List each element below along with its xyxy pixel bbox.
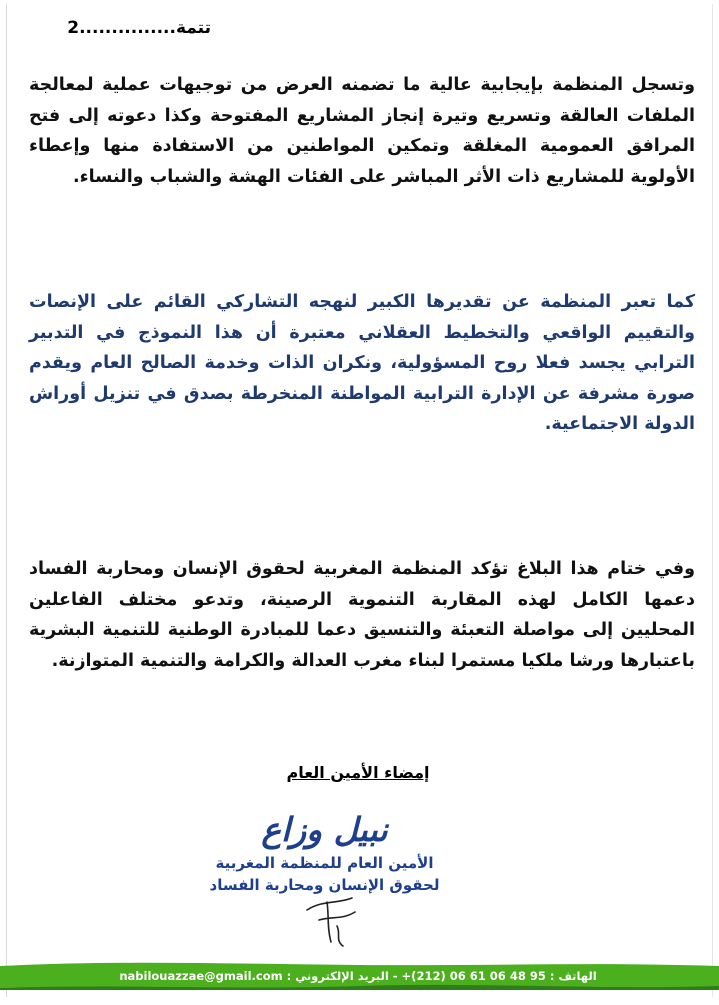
paragraph-conclusion: وفي ختام هذا البلاغ تؤكد المنظمة المغربية لحقوق الإنسان ومحاربة الفساد دعمها الكامل لهذه المقاربة التنموية الرصينة، وتدعو مختلف الفاعلين المحليين إلى مواصلة التعبئة والتنسيق دعما للمبادرة الوطنية للتنمية البشرية باعتبارها ورشا ملكيا مستمرا لبناء مغرب العدالة والكرامة والتنمية المتوازنة. xyxy=(29,559,695,671)
paragraph-achievements: وتسجل المنظمة بإيجابية عالية ما تضمنه العرض من توجيهات عملية لمعالجة الملفات العالقة وتسريع وتيرة إنجاز المشاريع المفتوحة وكذا دعوته إلى فتح المرافق العمومية المغلقة وتمكين المواطنين من الاستفادة منها وإعطاء الأولوية للمشاريع ذات الأثر المباشر على الفئات الهشة والشباب والنساء. xyxy=(29,75,695,187)
signature-name: نبيل وزاع xyxy=(261,810,388,849)
continuation-header: تتمة...............2 xyxy=(67,18,211,38)
signature-role-line2: لحقوق الإنسان ومحاربة الفساد xyxy=(209,876,440,894)
signature-title: إمضاء الأمين العام xyxy=(286,763,430,782)
handwritten-signature-icon xyxy=(297,890,367,950)
paragraph-appreciation: كما تعبر المنظمة عن تقديرها الكبير لنهجه التشاركي القائم على الإنصات والتقييم الواقعي والتخطيط العقلاني معتبرة أن هذا النموذج في التدبير الترابي يجسد فعلا روح المسؤولية، ونكران الذات وخدمة الصالح العام ويقدم صورة مشرفة عن الإدارة الترابية المواطنة المنخرطة بصدق في تنزيل أوراش الدولة الاجتماعية. xyxy=(29,292,695,434)
document-page xyxy=(6,4,713,997)
signature-stamp xyxy=(127,794,522,964)
signature-role-line1: الأمين العام للمنظمة المغربية xyxy=(215,854,434,872)
footer-contact-bar xyxy=(0,960,719,990)
footer-contact-text: الهاتف : 95 48 06 61 06 (212)+ - البريد الإلكتروني : nabilouazzae@gmail.com xyxy=(119,969,597,983)
